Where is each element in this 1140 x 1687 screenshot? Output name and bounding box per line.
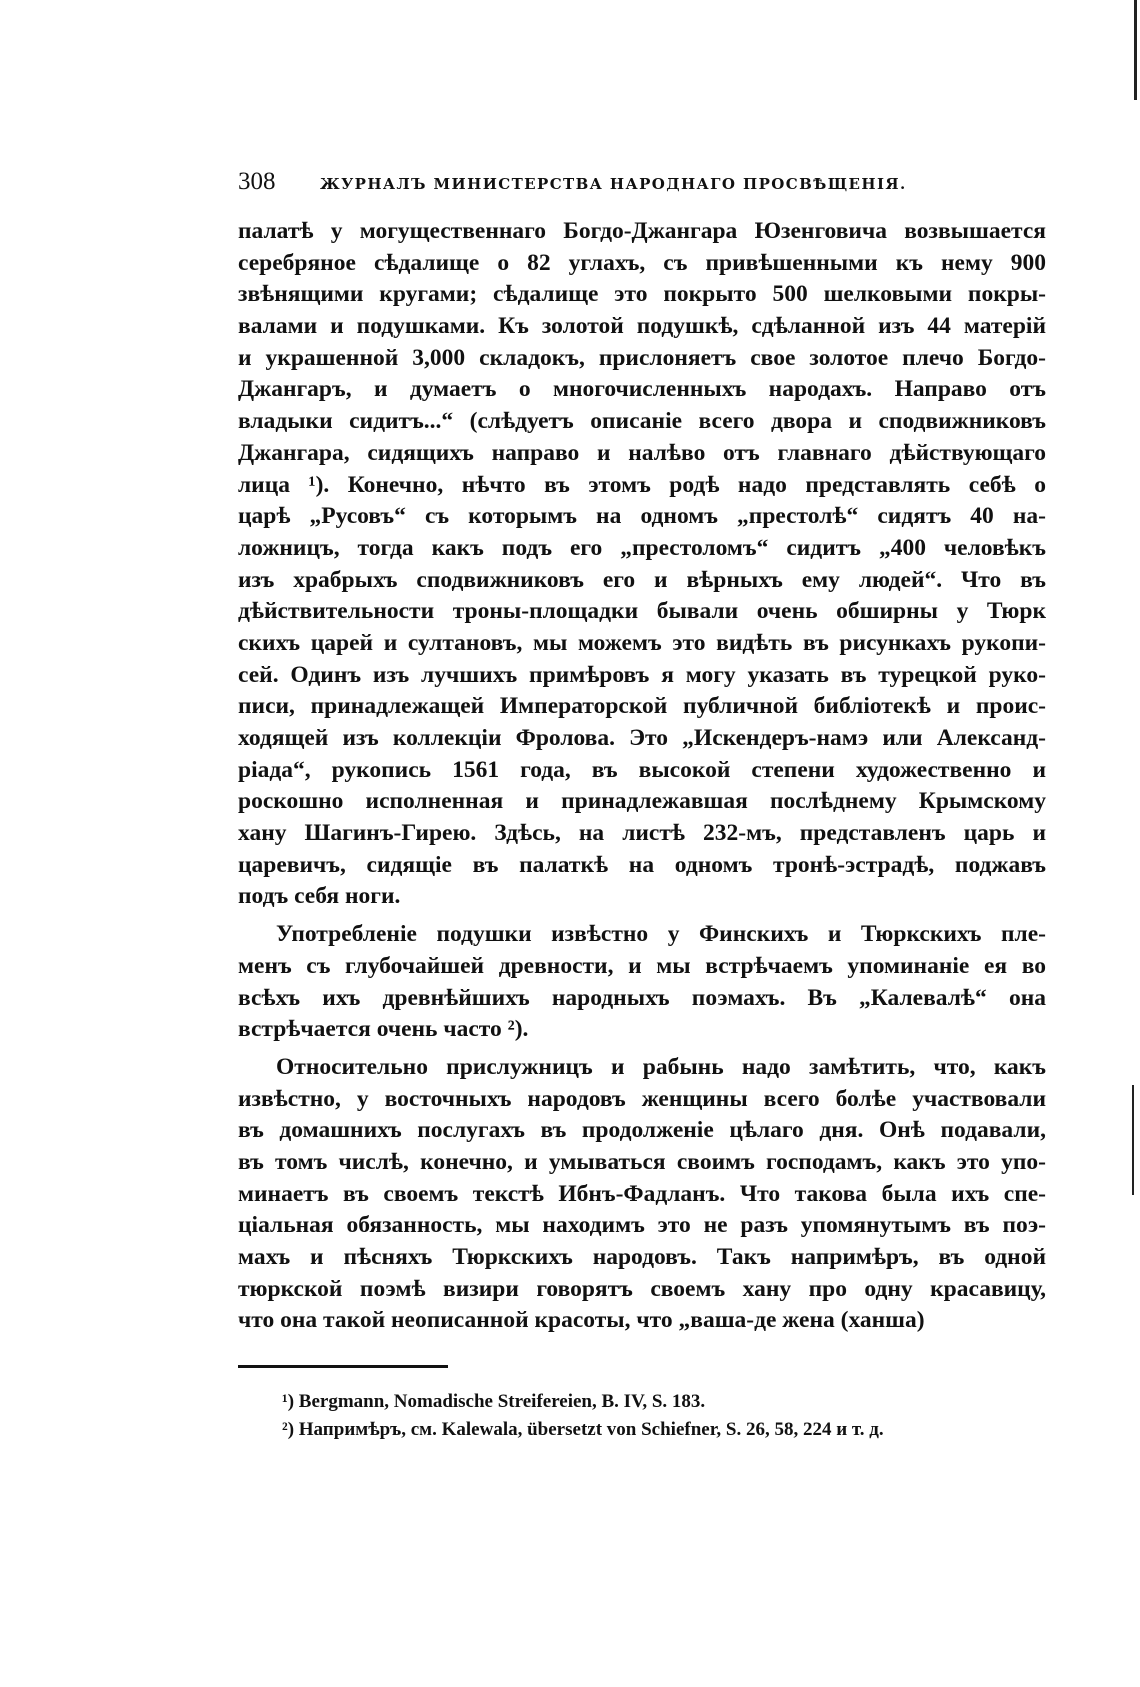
text-line: сей. Одинъ изъ лучшихъ примѣровъ я могу указать въ турецкой руко-: [238, 661, 1046, 688]
text-line: всѣхъ ихъ древнѣйшихъ народныхъ поэмахъ. Въ „Калевалѣ“ она: [238, 984, 1046, 1011]
scan-edge-line: [1132, 1085, 1134, 1195]
text-line: Джангаръ, и думаетъ о многочисленныхъ народахъ. Направо отъ: [238, 376, 1046, 403]
text-line: минаетъ въ своемъ текстѣ Ибнъ-Фадланъ. Что такова была ихъ спе-: [238, 1180, 1046, 1207]
text-line: дѣйствительности троны-площадки бывали очень обширны у Тюрк: [238, 598, 1046, 625]
text-line: что она такой неописанной красоты, что „ваша-де жена (ханша): [238, 1307, 925, 1334]
text-line: тюркской поэмѣ визири говорятъ своемъ хану про одну красавицу,: [238, 1275, 1046, 1302]
footnote-2: ²) Напримѣръ, см. Kalewala, übersetzt von Schiefner, S. 26, 58, 224 и т. д.: [282, 1419, 884, 1441]
text-line: въ томъ числѣ, конечно, и умываться своимъ господамъ, какъ это упо-: [238, 1148, 1046, 1175]
text-line: махъ и пѣсняхъ Тюркскихъ народовъ. Такъ напримѣръ, въ одной: [238, 1244, 1046, 1270]
text-line: писи, принадлежащей Императорской публичной библіотекѣ и проис-: [238, 693, 1046, 720]
page-header: [238, 168, 1046, 202]
body-text: [238, 216, 1046, 1337]
paragraph-1: [238, 216, 1046, 913]
text-line: лица ¹). Конечно, нѣчто въ этомъ родѣ надо представлять себѣ о: [238, 471, 1046, 498]
text-line: изъ храбрыхъ сподвижниковъ его и вѣрныхъ ему людей“. Что въ: [238, 566, 1046, 593]
book-page: [238, 168, 1046, 1444]
text-line: звѣнящими кругами; сѣдалище это покрыто 500 шелковыми покры-: [238, 281, 1046, 308]
text-line: ходящей изъ коллекціи Фролова. Это „Искендеръ-намэ или Александ-: [238, 725, 1046, 751]
paragraph-3: [238, 1052, 1046, 1337]
text-line: Джангара, сидящихъ направо и налѣво отъ главнаго дѣйствующаго: [238, 439, 1046, 466]
page-number: 308: [238, 168, 276, 195]
text-line: и украшенной 3,000 складокъ, прислоняетъ свое золотое плечо Богдо-: [238, 344, 1046, 371]
text-line: извѣстно, у восточныхъ народовъ женщины всего болѣе участвовали: [238, 1085, 1046, 1112]
text-line: владыки сидитъ...“ (слѣдуетъ описаніе всего двора и сподвижниковъ: [238, 408, 1046, 435]
text-line: ріада“, рукопись 1561 года, въ высокой степени художественно и: [238, 756, 1046, 783]
text-line: менъ съ глубочайшей древности, и мы встрѣчаемъ упоминаніе ея во: [238, 952, 1046, 979]
footnotes: [238, 1388, 1046, 1444]
footnote-rule: [238, 1365, 448, 1368]
text-line: ложницъ, тогда какъ подъ его „престоломъ“ сидитъ „400 человѣкъ: [238, 534, 1046, 561]
text-line: Относительно прислужницъ и рабынь надо замѣтить, что, какъ: [276, 1053, 1046, 1080]
text-line: царевичъ, сидящіе въ палаткѣ на одномъ тронѣ-эстрадѣ, поджавъ: [238, 851, 1046, 878]
scan-edge-line: [1134, 0, 1137, 100]
text-line: встрѣчается очень часто ²).: [238, 1016, 529, 1043]
text-line: царѣ „Русовъ“ съ которымъ на одномъ „престолѣ“ сидятъ 40 на-: [238, 503, 1046, 530]
text-line: ціальная обязанность, мы находимъ это не разъ упомянутымъ въ поэ-: [238, 1212, 1046, 1239]
running-head: ЖУРНАЛЪ МИНИСТЕРСТВА НАРОДНАГО ПРОСВѢЩЕНІЯ.: [320, 175, 907, 193]
text-line: хану Шагинъ-Гирею. Здѣсь, на листѣ 232-мъ, представленъ царь и: [238, 820, 1046, 847]
footnote-1: ¹) Bergmann, Nomadische Streifereien, B. IV, S. 183.: [282, 1391, 706, 1413]
text-line: въ домашнихъ послугахъ въ продолженіе цѣлаго дня. Онѣ подавали,: [238, 1117, 1046, 1144]
text-line: палатѣ у могущественнаго Богдо-Джангара Юзенговича возвышается: [238, 218, 1046, 244]
paragraph-2: [238, 919, 1046, 1046]
text-line: серебряное сѣдалище о 82 углахъ, съ привѣшенными къ нему 900: [238, 249, 1046, 276]
text-line: подъ себя ноги.: [238, 883, 401, 910]
text-line: роскошно исполненная и принадлежавшая послѣднему Крымскому: [238, 788, 1046, 815]
text-line: скихъ царей и султановъ, мы можемъ это видѣть въ рисункахъ рукопи-: [238, 629, 1046, 656]
text-line: валами и подушками. Къ золотой подушкѣ, сдѣланной изъ 44 матерій: [238, 313, 1046, 340]
text-line: Употребленіе подушки извѣстно у Финскихъ и Тюркскихъ пле-: [276, 921, 1046, 948]
